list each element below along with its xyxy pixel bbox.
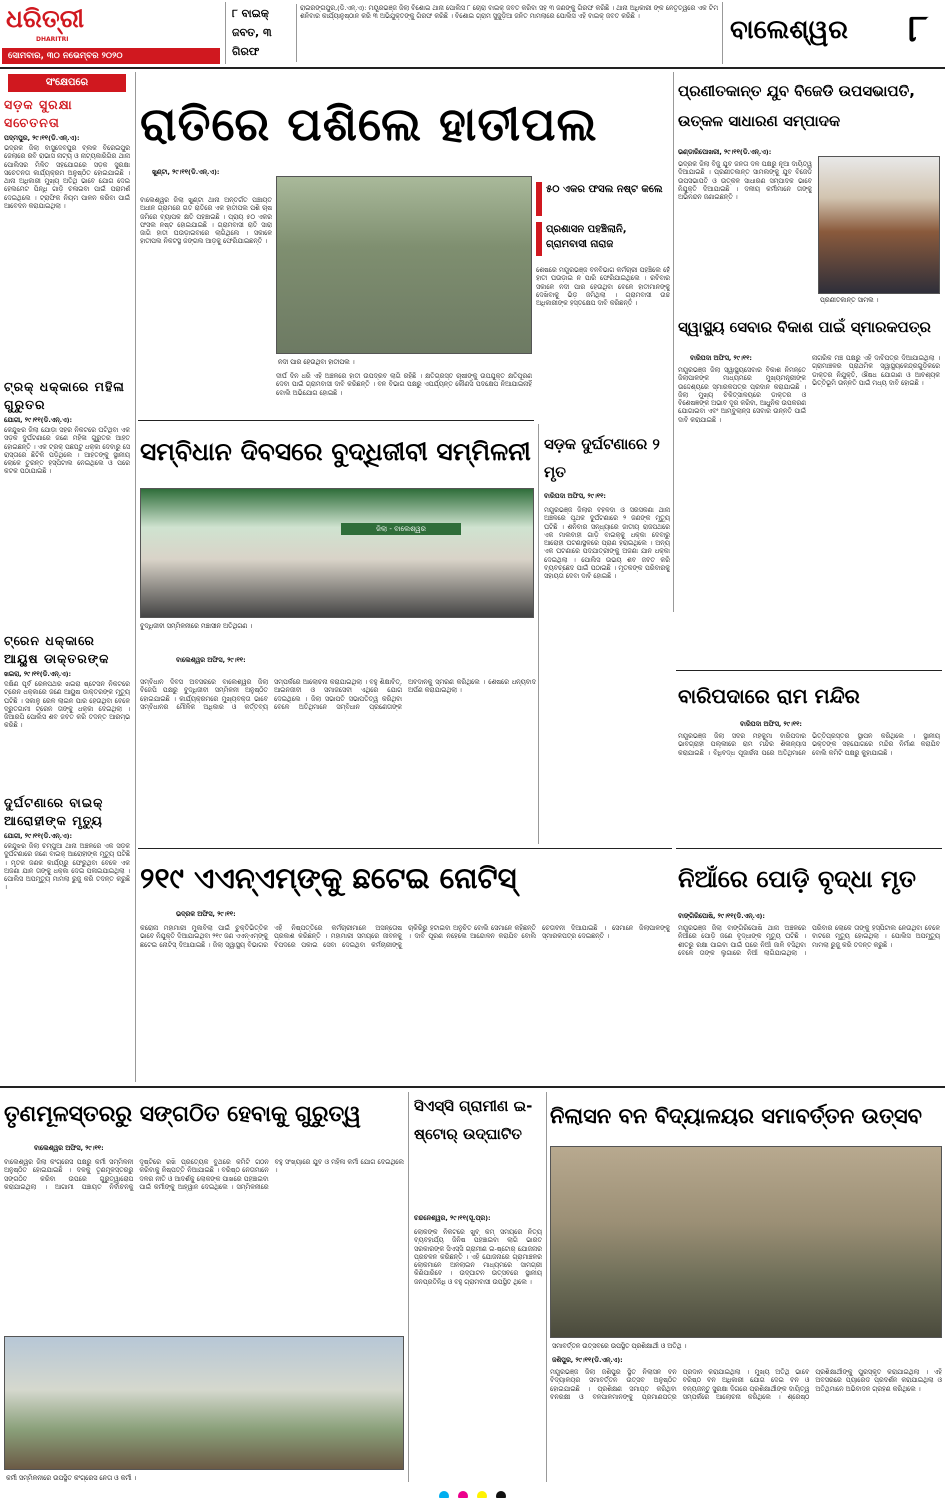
promo-body: ଭଦ୍ରକ ଜିଲା ବିଜୁ ଯୁବ ଜନତା ଦଳ ପକ୍ଷରୁ ନୂଆ ଦାୟିତ୍ୱ ଦିଆଯାଇଛି । ପ୍ରଣୀତକାନ୍ତ ସାମଲଙ୍କୁ ଯୁବ ବିଜେଡି ଉପସଭାପତି ଓ ଉତ୍କଳ ସାଧାରଣ ସମ୍ପାଦକ ଭାବେ ନିଯୁକ୍ତି ଦିଆଯାଇଛି । ଦଳୀୟ କର୍ମୀମାନେ ତାଙ୍କୁ ଅଭିନନ୍ଦନ ଜଣାଇଛନ୍ତି । xyxy=(678,160,812,202)
teaser-title: ୮ ବାଇକ୍ ଜବତ, ୩ ଗିରଫ xyxy=(232,7,272,58)
accident-headline: ସଡ଼କ ଦୁର୍ଘଟଣାରେ ୨ ମୃତ xyxy=(544,435,660,481)
section-rule xyxy=(0,1086,945,1088)
accident-body: ମୟୂରଭଞ୍ଜ ଜିଲାର ବହଳଦା ଓ ସରସକଣା ଥାନା ଅଞ୍ଚଳରେ ପୃଥକ ଦୁର୍ଘଟଣାରେ ୨ ଜଣଙ୍କ ମୃତ୍ୟୁ ଘଟିଛି । ଶନିବାର ସନ୍ଧ୍ୟାରେ ଜାତୀୟ ରାଜପଥରେ ଏକ ମାଲବାହୀ ଗାଡ଼ି ବାଇକ୍କୁ ଧକ୍କା ଦେବାରୁ ଆରୋହୀ ଘଟଣାସ୍ଥଳରେ ପ୍ରାଣ ହରାଇଥିଲେ । ଅନ୍ୟ ଏକ ଘଟଣାରେ ପଦଯାତ୍ରୀଙ୍କୁ ଅଜଣା ଯାନ ଧକ୍କା ଦେଇଥିଲା । ପୋଲିସ ଉଭୟ ଶବ ଜବତ କରି ବ୍ୟବଚ୍ଛେଦ ପାଇଁ ପଠାଇଛି । ମୃତକଙ୍କ ପରିବାରକୁ ସହାୟତା ଦେବା ଦାବି ହୋଇଛି । xyxy=(544,506,670,581)
magenta-dot xyxy=(458,1491,468,1498)
stage-banner: ଜିଲା - ବାଲେଶ୍ୱର xyxy=(341,523,461,535)
seminar-photo xyxy=(140,488,534,618)
forest-photo xyxy=(550,1146,942,1338)
masthead-divider xyxy=(225,2,226,64)
temple-headline: ବାରିପଦାରେ ରାମ ମନ୍ଦିର xyxy=(678,684,860,708)
teaser-divider xyxy=(296,4,297,62)
brief-dateline: ଯୋଗୀ, ୨୯।୧୧(ଡି.ଏନ୍.ଏ): xyxy=(4,832,73,840)
notice-body: କରୋନା ମହାମାରୀ ମୁକାବିଲା ପାଇଁ ଚୁକ୍ତିଭିତ୍ତିକ ଭାବେ ନିଯୁକ୍ତି ଦିଆଯାଇଥିବା ୨୧୯ ଜଣ ଏଏନ୍ଏମ୍ଙ୍କୁ ଛଟେଇ ନୋଟିସ୍ ଦିଆଯାଇଛି । ଜିଲା ସ୍ୱାସ୍ଥ୍ୟ ବିଭାଗର ଏହି ନିଷ୍ପତ୍ତିରେ କର୍ମଚାରୀମାନେ ଅସନ୍ତୋଷ ପ୍ରକାଶ କରିଛନ୍ତି । ମହାମାରୀ ସମୟରେ ଜୀବନକୁ ବିପଦରେ ପକାଇ ସେବା ଦେଇଥିବା କର୍ମଚାରୀଙ୍କୁ ଚାକିରିରୁ ହଟାଇବା ଅନୁଚିତ ବୋଲି ସେମାନେ କହିଛନ୍ତି । ଦାବି ପୂରଣ ନହେଲେ ଆନ୍ଦୋଳନ କରାଯିବ ବୋଲି ଚେତାବନୀ ଦିଆଯାଇଛି । ସେମାନେ ଜିଲାପାଳଙ୍କୁ ସ୍ମାରକପତ୍ର ଦେଇଛନ୍ତି । xyxy=(140,924,670,949)
section-rule xyxy=(138,848,672,849)
seminar-headline: ସମ୍ବିଧାନ ଦିବସରେ ବୁଦ୍ଧିଜୀବୀ ସମ୍ମିଳନୀ xyxy=(140,437,531,466)
forest-body: ମୟୂରଭଞ୍ଜ ଜିଲା ଜଶିପୁର ସ୍ଥିତ ନିଲାସନ ବନ ବିଦ୍ୟାଳୟର ସମାବର୍ତ୍ତନ ଉତ୍ସବ ଅନୁଷ୍ଠିତ ହୋଇଯାଇଛି । ପ୍ରଶିକ୍ଷଣ ସମାପ୍ତ କରିଥିବା ବନରକ୍ଷୀ ଓ ବନପାଳମାନଙ୍କୁ ପ୍ରମାଣପତ୍ର ପ୍ରଦାନ କରାଯାଇଥିଲା । ମୁଖ୍ୟ ଅତିଥି ଭାବେ ବରିଷ୍ଠ ବନ ଅଧିକାରୀ ଯୋଗ ଦେଇ ବନ ଓ ବନ୍ୟଜନ୍ତୁ ସୁରକ୍ଷା ଦିଗରେ ପ୍ରଶିକ୍ଷାର୍ଥୀଙ୍କ ଦାୟିତ୍ୱ ସମ୍ପର୍କରେ ଆଲୋଚନା କରିଥିଲେ । ଶ୍ରେଷ୍ଠ ପ୍ରଶିକ୍ଷାର୍ଥୀଙ୍କୁ ପୁରସ୍କୃତ କରାଯାଇଥିଲା । ଏହି ଅବସରରେ ପ୍ୟାରେଡ ପ୍ରଦର୍ଶନ କରାଯାଇଥିଲା ଓ ଅତିଥିମାନେ ଅଭିବାଦନ ଗ୍ରହଣ କରିଥିଲେ । xyxy=(550,1368,942,1401)
seminar-caption: ବୁଦ୍ଧିଜୀବୀ ସମ୍ମିଳନୀରେ ମଞ୍ଚାସୀନ ଅତିଥିଗଣ । xyxy=(140,622,252,630)
sidebar-divider xyxy=(135,72,136,1082)
lead-point-text: ୫୦ ଏକର ଫସଲ ନଷ୍ଟ କଲେ xyxy=(546,184,663,195)
brief-dateline: ପଦ୍ମପୁର, ୨୯।୧୧(ଡି.ଏନ୍.ଏ): xyxy=(4,134,80,142)
logo-sub: DHARITRI xyxy=(36,36,69,43)
section-rule xyxy=(138,420,534,421)
fire-dateline: ବାଙ୍ଗିରିପୋଷି, ୨୯।୧୧(ଡି.ଏନ୍.ଏ): xyxy=(678,912,765,920)
brief-body: ଦକ୍ଷିଣ ପୂର୍ବ ରେଳପଥର ଖଇରା ଷ୍ଟେସନ ନିକଟରେ ଟ୍ରେନ ଧକ୍କାରେ ଜଣେ ଆୟୁଷ ଡାକ୍ତରଙ୍କ ମୃତ୍ୟୁ ଘଟିଛି । ସକାଳୁ ରେଳ ଲାଇନ ପାର ହେଉଥିବା ବେଳେ ଦ୍ରୁତଗାମୀ ଟ୍ରେନ ତାଙ୍କୁ ଧକ୍କା ଦେଇଥିଲା । ଜିଆରପି ପୋଲିସ ଶବ ଜବତ କରି ତଦନ୍ତ ଆରମ୍ଭ କରିଛି । xyxy=(4,680,130,730)
congress-headline: ତୃଣମୂଳସ୍ତରରୁ ସଙ୍ଗଠିତ ହେବାକୁ ଗୁରୁତ୍ୱ xyxy=(4,1102,361,1127)
district-name: ବାଲେଶ୍ୱର xyxy=(730,15,848,45)
fire-headline: ନିଆଁରେ ପୋଡ଼ି ବୃଦ୍ଧା ମୃତ xyxy=(678,865,916,893)
temple-dateline: ବାରିପଦା ଅଫିସ, ୨୯।୧୧: xyxy=(740,720,802,728)
forest-caption: ସମାବର୍ତ୍ତନ ଉତ୍ସବରେ ଉପସ୍ଥିତ ପ୍ରଶିକ୍ଷାର୍ଥୀ ଓ ଅତିଥି । xyxy=(552,1342,687,1350)
brief-body: କେନ୍ଦୁଝର ଜିଲା ଚମ୍ପୁଆ ଥାନା ଅଞ୍ଚଳରେ ଏକ ସଡ଼କ ଦୁର୍ଘଟଣାରେ ଜଣେ ବାଇକ୍ ଆରୋହୀଙ୍କ ମୃତ୍ୟୁ ଘଟିଛି । ମୃତକ ଜଣକ କାର୍ଯ୍ୟରୁ ଫେରୁଥିବା ବେଳେ ଏକ ଅଜଣା ଯାନ ତାଙ୍କୁ ଧକ୍କା ଦେଇ ପଳାଇଯାଇଥିଲା । ପୋଲିସ ଅପମୃତ୍ୟୁ ମାମଲା ରୁଜୁ କରି ତଦନ୍ତ କରୁଛି । xyxy=(4,842,130,892)
temple-body: ମୟୂରଭଞ୍ଜ ଜିଲା ସଦର ମହକୁମା ବାରିପଦାର ଭାବଗ୍ରାହୀ ପଲ୍ଲୀରେ ରାମ ମନ୍ଦିର ଶିଳାନ୍ୟାସ କରାଯାଇଛି । ବିଧିବଦ୍ଧ ପୂଜାର୍ଚ୍ଚନା ପରେ ଅତିଥିମାନେ ଭିତ୍ତିପ୍ରସ୍ତର ସ୍ଥାପନ କରିଥିଲେ । ସ୍ଥାନୀୟ ଭକ୍ତଙ୍କ ସହଯୋଗରେ ମନ୍ଦିର ନିର୍ମାଣ କରାଯିବ ବୋଲି କମିଟି ପକ୍ଷରୁ କୁହାଯାଇଛି । xyxy=(678,732,940,757)
lead-point-text: ପ୍ରଶାସନ ପହଞ୍ଚିଲାନି, ଗ୍ରାମବାସୀ ନାରାଜ xyxy=(546,224,627,250)
congress-photo xyxy=(4,1336,404,1470)
notice-dateline: ଭଦ୍ରକ ଅଫିସ, ୨୯।୧୧: xyxy=(176,910,236,918)
cyan-dot xyxy=(439,1491,449,1498)
seminar-dateline: ବାଲେଶ୍ୱର ଅଫିସ, ୨୯।୧୧: xyxy=(176,656,246,664)
promo-headline: ପ୍ରଣୀତକାନ୍ତ ଯୁବ ବିଜେଡି ଉପସଭାପତି, ଉତ୍କଳ ସାଧାରଣ ସମ୍ପାଦକ xyxy=(678,82,916,130)
forest-dateline: ଜଶିପୁର, ୨୯।୧୧(ଡି.ଏନ୍.ଏ): xyxy=(552,1356,623,1364)
elephant-photo xyxy=(276,176,532,354)
promo-dateline: ଭଣ୍ଡାରିପୋଖରୀ, ୨୯।୧୧(ଡି.ଏନ୍.ଏ): xyxy=(678,148,772,156)
black-dot xyxy=(496,1491,506,1498)
column-divider xyxy=(538,424,539,844)
masthead xyxy=(0,0,945,68)
section-rule xyxy=(676,848,942,849)
registration-marks xyxy=(0,1486,945,1498)
health-headline: ସ୍ୱାସ୍ଥ୍ୟ ସେବାର ବିକାଶ ପାଇଁ ସ୍ମାରକପତ୍ର xyxy=(678,318,931,336)
brief-title: ଟ୍ରେନ ଧକ୍କାରେ ଆୟୁଷ ଡାକ୍ତରଙ୍କ xyxy=(4,633,110,666)
teaser-text: ରାଇରଙ୍ଗପୁର,(ଡି.ଏନ୍.ଏ): ମୟୂରଭଞ୍ଜ ଜିଲା ବିଶୋଇ ଥାନା ପୋଲିସ ୮ ଚୋରା ବାଇକ୍ ଜବତ କରିବା ସହ ୩ ଜଣଙ୍କୁ ଗିରଫ କରିଛି । ଥାନା ଅଧିକାରୀ ଙ୍କ ନେତୃତ୍ୱରେ ଏକ ଟିମ ଶନିବାର କାର୍ଯ୍ୟାନୁଷ୍ଠାନ କରି ୩ ଅଭିଯୁକ୍ତଙ୍କୁ ଗିରଫ କରିଛି । ବିଶୋଇ ଗ୍ରାମ ସୁଜୁଡ଼ିଆ ଜନିତ ମାମଲାରେ ପୋଲିସ ଏହି ବାଇକ୍ ଜବତ କରିଛି । xyxy=(300,4,718,21)
brief-body: କେନ୍ଦୁଝର ଜିଲା ଯୋଡ଼ା ସହର ନିକଟରେ ଘଟିଥିବା ଏକ ସଡ଼କ ଦୁର୍ଘଟଣାରେ ଜଣେ ମହିଳା ଗୁରୁତର ଆହତ ହୋଇଛନ୍ତି । ଏକ ଟ୍ରକ୍ ପଛପଟୁ ଧକ୍କା ଦେବାରୁ ସେ ରାସ୍ତାରେ ଛିଟିକି ପଡ଼ିଥିଲେ । ଆହତଙ୍କୁ ସ୍ଥାନୀୟ ଲୋକେ ତୁରନ୍ତ ହସ୍ପିଟାଲ ନେଇଥିଲେ ଓ ପରେ କଟକ ପଠାଯାଇଛି । xyxy=(4,426,130,476)
issue-date: ସୋମବାର, ୩୦ ନଭେମ୍ବର ୨୦୨୦ xyxy=(2,48,220,64)
portrait-photo xyxy=(818,156,940,294)
health-dateline: ବାରିପଦା ଅଫିସ, ୨୯।୧୧: xyxy=(690,354,752,362)
brief-title: ଦୁର୍ଘଟଣାରେ ବାଇକ୍ ଆରୋହୀଙ୍କ ମୃତ୍ୟୁ xyxy=(4,795,104,828)
csc-headline: ସିଏସ୍‌ସି ଗ୍ରାମୀଣ ଇ-ଷ୍ଟୋର୍ ଉଦ୍‌ଘାଟିତ xyxy=(414,1097,533,1143)
health-body-2: ନାଗରିକ ମଞ୍ଚ ପକ୍ଷରୁ ଏହି ଦାବିପତ୍ର ଦିଆଯାଇଥିଲା । ଗ୍ରାମାଞ୍ଚଳର ପ୍ରାଥମିକ ସ୍ୱାସ୍ଥ୍ୟକେନ୍ଦ୍ରଗୁଡ଼ିକରେ ଡାକ୍ତର ନିଯୁକ୍ତି, ଔଷଧ ଯୋଗାଣ ଓ ଆବଶ୍ୟକ ଭିତ୍ତିଭୂମି ଉନ୍ନତି ପାଇଁ ମଧ୍ୟ ଦାବି ହୋଇଛି । xyxy=(812,354,940,387)
section-rule xyxy=(676,670,942,671)
column-divider xyxy=(408,1092,409,1482)
lead-photo-caption: ନଦୀ ପାର ହେଉଥିବା ହାତୀପଲ । xyxy=(278,358,355,366)
notice-headline: ୨୧୯ ଏଏନ୍ଏମ୍ଙ୍କୁ ଛଟେଇ ନୋଟିସ୍ xyxy=(140,861,517,895)
lead-point xyxy=(536,182,668,216)
accident-dateline: ବାରିପଦା ଅଫିସ, ୨୯।୧୧: xyxy=(544,492,606,500)
page-number: ୮ xyxy=(908,6,928,50)
congress-body: ବାଲେଶ୍ୱର ଜିଲା କଂଗ୍ରେସ ପକ୍ଷରୁ କର୍ମୀ ସମ୍ମିଳନୀ ଅନୁଷ୍ଠିତ ହୋଇଯାଇଛି । ଦଳକୁ ତୃଣମୂଳସ୍ତରରୁ ସଙ୍ଗଠିତ କରିବା ଉପରେ ଗୁରୁତ୍ୱାରୋପ କରାଯାଇଥିଲା । ଆଗାମୀ ପଞ୍ଚାୟତ ନିର୍ବାଚନକୁ ଦୃଷ୍ଟିରେ ରଖି ପ୍ରତ୍ୟେକ ବୁଥରେ କମିଟି ଗଠନ କରିବାକୁ ନିଷ୍ପତ୍ତି ନିଆଯାଇଛି । ବରିଷ୍ଠ ନେତାମାନେ ଦଳର ନୀତି ଓ ଆଦର୍ଶକୁ ଲୋକଙ୍କ ପାଖରେ ପହଞ୍ଚାଇବା ପାଇଁ କର୍ମୀଙ୍କୁ ଆହ୍ୱାନ ଦେଇଥିଲେ । ସମ୍ମିଳନୀରେ ବହୁ ସଂଖ୍ୟାରେ ଯୁବ ଓ ମହିଳା କର୍ମୀ ଯୋଗ ଦେଇଥିଲେ । xyxy=(4,1158,404,1191)
sidebar xyxy=(2,72,132,1082)
lead-body-2: ଦୀର୍ଘ ଦିନ ଧରି ଏହି ଅଞ୍ଚଳରେ ହାତୀ ଉପଦ୍ରବ ଲାଗି ରହିଛି । କ୍ଷତିଗ୍ରସ୍ତ ଚାଷୀଙ୍କୁ ଉପଯୁକ୍ତ କ୍ଷତିପୂରଣ ଦେବା ପାଇଁ ଗ୍ରାମବାସୀ ଦାବି କରିଛନ୍ତି । ବନ ବିଭାଗ ପକ୍ଷରୁ ଏପର୍ଯ୍ୟନ୍ତ କୌଣସି ପଦକ୍ଷେପ ନିଆଯାଇନାହିଁ ବୋଲି ଅଭିଯୋଗ ହୋଇଛି । xyxy=(276,372,532,397)
sidebar-label: ସଂକ୍ଷେପରେ xyxy=(8,74,126,92)
logo: ଧରିତ୍ରୀ xyxy=(6,4,85,33)
health-body: ମୟୂରଭଞ୍ଜ ଜିଲା ସ୍ୱାସ୍ଥ୍ୟସେବାର ବିକାଶ ନିମନ୍ତେ ଜିଲାପାଳଙ୍କ ମାଧ୍ୟମରେ ମୁଖ୍ୟମନ୍ତ୍ରୀଙ୍କ ଉଦ୍ଦେଶ୍ୟରେ ସ୍ମାରକପତ୍ର ପ୍ରଦାନ କରାଯାଇଛି । ଜିଲା ମୁଖ୍ୟ ଚିକିତ୍ସାଳୟରେ ଡାକ୍ତର ଓ ବିଶେଷଜ୍ଞଙ୍କ ଅଭାବ ଦୂର କରିବା, ଆଧୁନିକ ଉପକରଣ ଯୋଗାଇବା ଏବଂ ଆମ୍ବୁଲାନ୍ସ ସେବାର ଉନ୍ନତି ପାଇଁ ଦାବି କରାଯାଇଛି । xyxy=(678,366,806,424)
brief-dateline: ଯୋଗୀ, ୨୯।୧୧(ଡି.ଏନ୍.ଏ): xyxy=(4,416,73,424)
brief-title: ଟ୍ରକ୍ ଧକ୍କାରେ ମହିଳା ଗୁରୁତର xyxy=(4,379,125,412)
yellow-dot xyxy=(477,1491,487,1498)
masthead-rule xyxy=(0,67,945,69)
forest-headline: ନିଲାସନ ବନ ବିଦ୍ୟାଳୟର ସମାବର୍ତ୍ତନ ଉତ୍ସବ xyxy=(550,1104,923,1128)
portrait-caption: ପ୍ରଣୀତକାନ୍ତ ସାମଲ । xyxy=(820,296,879,304)
lead-body: ବାଲେଶ୍ୱର ଜିଲା ଖୁଣ୍ଟା ଥାନା ଅନ୍ତର୍ଗତ ପଞ୍ଚାୟତ ଅଧୀନ ଗ୍ରାମରେ ଗତ ରାତିରେ ଏକ ହାତୀପଲ ପଶି ଚାଷ ଜମିରେ ବ୍ୟାପକ କ୍ଷତି ପହଞ୍ଚାଇଛି । ପ୍ରାୟ ୫୦ ଏକର ଫସଲ ନଷ୍ଟ ହୋଇଯାଇଛି । ଗ୍ରାମବାସୀ ରାତି ସାରା ଜାଗି ହାତୀ ଘଉଡ଼ାଇବାରେ ଲାଗିଥିଲେ । ସକାଳେ ହାତୀପଲ ନିକଟସ୍ଥ ଜଙ୍ଗଲ ଆଡ଼କୁ ଫେରିଯାଇଛନ୍ତି । xyxy=(140,196,272,246)
congress-caption: କର୍ମୀ ସମ୍ମିଳନୀରେ ଉପସ୍ଥିତ କଂଗ୍ରେସ ନେତା ଓ କର୍ମୀ । xyxy=(6,1474,137,1482)
seminar-body: ସମ୍ବିଧାନ ଦିବସ ଅବସରରେ ବାଲେଶ୍ୱର ଜିଲା ବିଜେପି ପକ୍ଷରୁ ବୁଦ୍ଧିଜୀବୀ ସମ୍ମିଳନୀ ଅନୁଷ୍ଠିତ ହୋଇଯାଇଛି । କାର୍ଯ୍ୟକ୍ରମରେ ମୁଖ୍ୟବକ୍ତା ଭାବେ ସମ୍ବିଧାନର ମୌଳିକ ଅଧିକାର ଓ କର୍ତ୍ତବ୍ୟ ସମ୍ପର୍କରେ ଆଲୋଚନା କରାଯାଇଥିଲା । ବହୁ ଶିକ୍ଷାବିତ୍, ଆଇନଜୀବୀ ଓ ସମାଜସେବୀ ଏଥିରେ ଯୋଗ ଦେଇଥିଲେ । ଜିଲା ସଭାପତି ସଭାପତିତ୍ୱ କରିଥିବା ବେଳେ ଅତିଥିମାନେ ସମ୍ବିଧାନ ପ୍ରଣେତାଙ୍କ ଅବଦାନକୁ ସ୍ମରଣ କରିଥିଲେ । ଶେଷରେ ଧନ୍ୟବାଦ ଅର୍ପଣ କରାଯାଇଥିଲା । xyxy=(140,678,536,711)
lead-side-body: ଶେଷରେ ମୟୂରଭଞ୍ଜ ବନବିଭାଗ କର୍ମଚାରୀ ପହଞ୍ଚିଲେ ହେଁ ହାତୀ ଘଉଡ଼ାଇ ନ ପାରି ଫେରିଯାଇଥିଲେ । ରବିବାର ସକାଳେ ନଦୀ ପାର ହେଉଥିବା ବେଳେ ହାତୀମାନଙ୍କୁ ଦେଖିବାକୁ ଭିଡ଼ ଜମିଥିଲା । ଗ୍ରାମବାସୀ ଉଚ୍ଚ ଅଧିକାରୀଙ୍କ ହସ୍ତକ୍ଷେପ ଦାବି କରିଛନ୍ତି । xyxy=(536,266,670,308)
brief-dateline: ଖଇରା, ୨୯।୧୧(ଡି.ଏନ୍.ଏ): xyxy=(4,670,72,678)
brief-title: ସଡ଼କ ସୁରକ୍ଷା ସଚେତନତା xyxy=(4,97,73,130)
lead-headline: ରାତିରେ ପଶିଲେ ହାତୀପଲ xyxy=(140,97,598,151)
congress-dateline: ବାଲେଶ୍ୱର ଅଫିସ, ୨୯।୧୧: xyxy=(34,1144,104,1152)
column-divider xyxy=(546,1092,547,1482)
lead-dateline: ଖୁଣ୍ଟା, ୨୯।୧୧(ଡି.ଏନ୍.ଏ): xyxy=(152,168,220,176)
brief-body: ଭଦ୍ରକ ଜିଲା ବାସୁଦେବପୁର ବ୍ଲକ ବିରେଇପୁର ଜେଲାରେ ରବି ରାଭାସ ନାଟ୍ୟ ଓ ନାଟ୍ୟକାରିଗିର ଥାନା ପୋଲିସର ମିଳିତ ସହଯୋଗରେ ସଡ଼କ ସୁରକ୍ଷା ସଚେତନତା କାର୍ଯ୍ୟକ୍ରମ ଅନୁଷ୍ଠିତ ହୋଇଯାଇଛି । ଥାନା ଅଧିକାରୀ ମୁଖ୍ୟ ଅତିଥି ଭାବେ ଯୋଗ ଦେଇ ହେଲମେଟ ପିନ୍ଧି ଗାଡ଼ି ଚଳାଇବା ପାଇଁ ପରାମର୍ଶ ଦେଇଥିଲେ । ଟ୍ରାଫିକ ନିୟମ ପାଳନ କରିବା ପାଇଁ ଆବେଦନ କରାଯାଇଥିଲା । xyxy=(4,144,130,211)
csc-dateline: ଚନ୍ଦନେଶ୍ୱର, ୨୯।୧୧(ସୂ.ପ୍ର): xyxy=(414,1214,491,1222)
fire-body: ମୟୂରଭଞ୍ଜ ଜିଲା ବାଙ୍ଗିରିପୋଷି ଥାନା ଅଞ୍ଚଳରେ ନିଆଁରେ ପୋଡ଼ି ଜଣେ ବୃଦ୍ଧାଙ୍କ ମୃତ୍ୟୁ ଘଟିଛି । ଶୀତରୁ ରକ୍ଷା ପାଇବା ପାଇଁ ଘରେ ନିଆଁ ଜାଳି ବସିଥିବା ବେଳେ ତାଙ୍କ ଲୁଗାରେ ନିଆଁ ଲାଗିଯାଇଥିଲା । ପରିବାର ଲୋକେ ତାଙ୍କୁ ହସ୍ପିଟାଲ ନେଉଥିବା ବେଳେ ବାଟରେ ମୃତ୍ୟୁ ହୋଇଥିଲା । ପୋଲିସ ଅପମୃତ୍ୟୁ ମାମଲା ରୁଜୁ କରି ତଦନ୍ତ କରୁଛି । xyxy=(678,924,940,957)
district-divider xyxy=(722,2,723,64)
lead-point xyxy=(536,222,668,256)
csc-body: ଲୋକଙ୍କ ନିକଟରେ ଖୁବ୍ କମ୍ ସମୟରେ ନିତ୍ୟ ବ୍ୟବହାର୍ଯ୍ୟ ଜିନିଷ ପହଞ୍ଚାଇବା ଲାଗି ଭାରତ ସରକାରଙ୍କ ସିଏସ୍‌ସି ଗ୍ରାମୀଣ ଇ-ଷ୍ଟୋର୍ ଯୋଜନାର ପ୍ରଚଳନ କରିଛନ୍ତି । ଏହି ଯୋଜନାରେ ଗ୍ରାମାଞ୍ଚଳର ଲୋକମାନେ ଅନଲାଇନ ମାଧ୍ୟମରେ ସାମଗ୍ରୀ କିଣିପାରିବେ । ଉଦ୍‌ଘାଟନ ଉତ୍ସବରେ ସ୍ଥାନୀୟ ଜନପ୍ରତିନିଧି ଓ ବହୁ ଗ୍ରାମବାସୀ ଉପସ୍ଥିତ ଥିଲେ । xyxy=(414,1228,542,1286)
right-column-divider xyxy=(673,72,674,612)
